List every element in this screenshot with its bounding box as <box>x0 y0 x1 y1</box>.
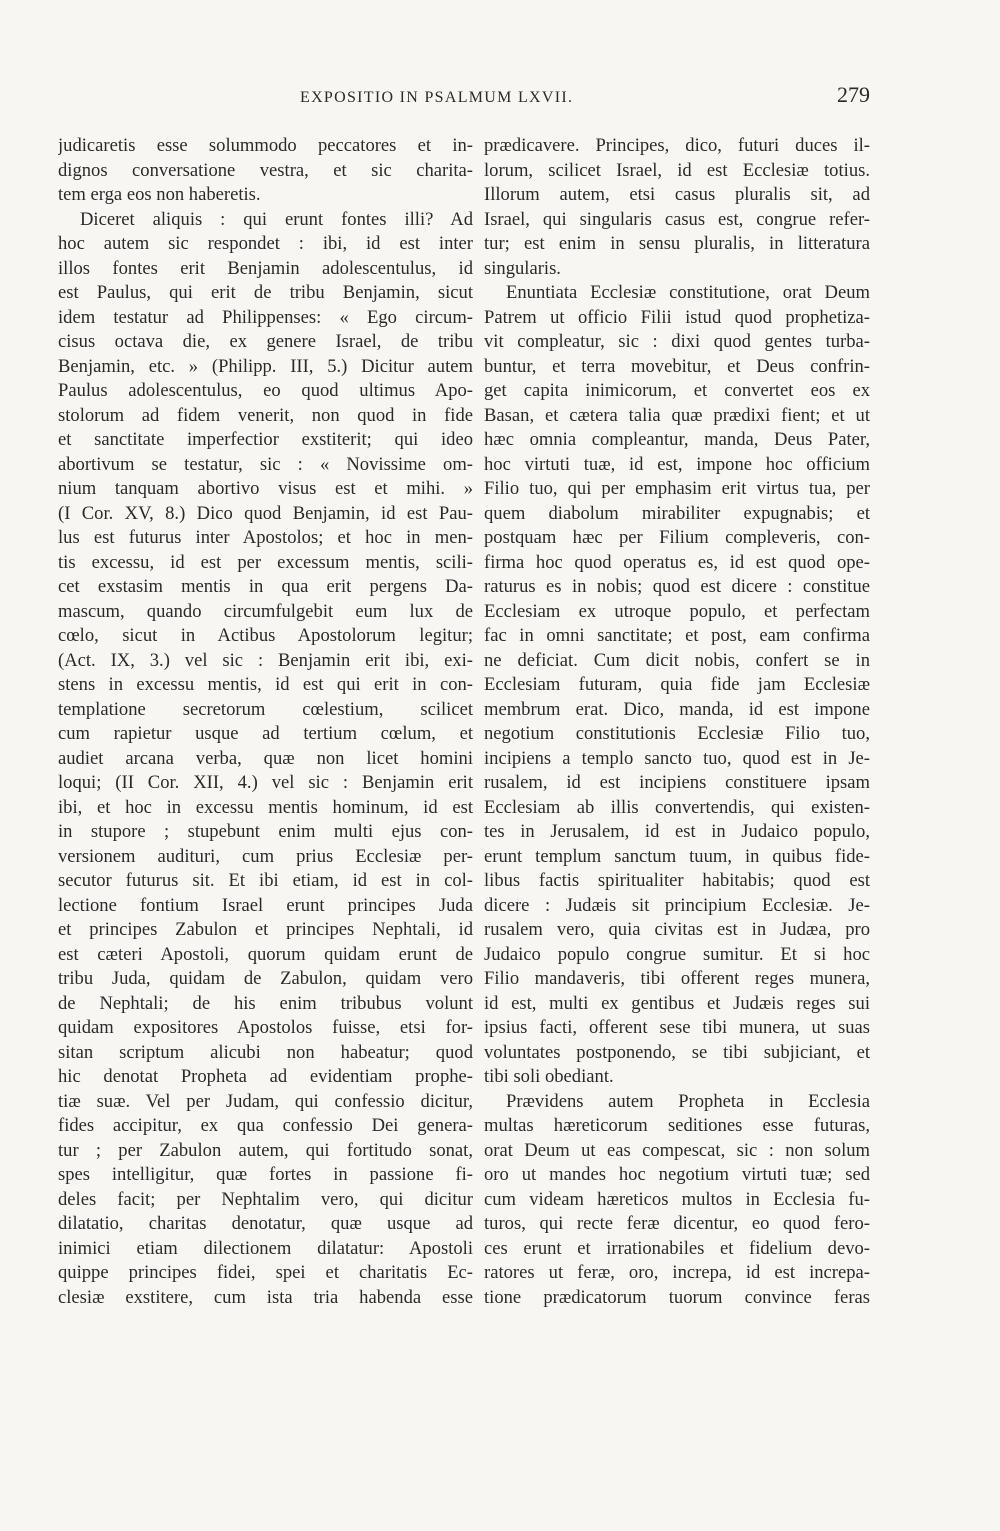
text-line: lectione fontium Israel erunt principes Juda <box>58 894 473 916</box>
text-line: (Act. IX, 3.) vel sic : Benjamin erit ibi, exi- <box>58 649 473 671</box>
text-line: tur; est enim in sensu pluralis, in litteratura <box>484 233 870 254</box>
text-line: fides accipitur, ex qua confessio Dei genera- <box>58 1115 473 1136</box>
text-line: Paulus adolescentulus, eo quod ultimus Apo- <box>58 380 473 401</box>
text-line: et principes Zabulon et principes Nephtali, id <box>58 919 473 940</box>
text-line: voluntates postponendo, se tibi subjiciant, et <box>484 1041 870 1063</box>
text-line: tes in Jerusalem, id est in Judaico populo, <box>484 821 870 842</box>
text-line: cum rapietur usque ad tertium cœlum, et <box>58 723 473 744</box>
text-line: illos fontes erit Benjamin adolescentulus, id <box>58 257 473 279</box>
text-line: Ecclesiam ab illis convertendis, qui existen- <box>484 796 870 818</box>
text-line: tiæ suæ. Vel per Judam, qui confessio dicitur, <box>58 1090 473 1112</box>
text-line: Basan, et cætera talia quæ prædixi fient; et ut <box>484 404 870 426</box>
text-line: singularis. <box>484 257 561 279</box>
text-line: tis excessu, id est per excessum mentis, scili- <box>58 551 473 573</box>
text-line: secutor futurus sit. Et ibi etiam, id est in col- <box>58 870 473 891</box>
text-line: spes intelligitur, quæ fortes in passione fi- <box>58 1164 473 1185</box>
text-line: deles facit; per Nephtalim vero, qui dicitur <box>58 1188 473 1210</box>
text-line: stens in excessu mentis, id est qui erit in con- <box>58 674 473 695</box>
text-line: nium tanquam abortivo visus est et mihi. » <box>58 478 473 499</box>
text-line: inimici etiam dilectionem dilatatur: Apostoli <box>58 1237 473 1259</box>
text-line: dicere : Judæis sit principium Ecclesiæ. Je- <box>484 894 870 916</box>
text-line: idem testatur ad Philippenses: « Ego circum- <box>58 306 473 328</box>
text-line: oro ut mandes hoc negotium virtuti tuæ; sed <box>484 1164 870 1185</box>
text-line: Patrem ut officio Filii istud quod prophetiza- <box>484 306 870 328</box>
text-line: Filio tuo, qui per emphasim erit virtus tua, per <box>484 478 870 499</box>
text-line: est cæteri Apostoli, quorum quidam erunt de <box>58 943 473 965</box>
text-line: ratores ut feræ, oro, increpa, id est increpa- <box>484 1262 870 1283</box>
text-line: dignos conversatione vestra, et sic charita- <box>58 159 473 181</box>
text-line: lorum, scilicet Israel, id est Ecclesiæ totius. <box>484 159 870 181</box>
text-line: tur ; per Zabulon autem, qui fortitudo sonat, <box>58 1139 473 1161</box>
text-line: versionem audituri, cum prius Ecclesiæ per- <box>58 845 473 867</box>
text-line: hoc autem sic respondet : ibi, id est inter <box>58 233 473 254</box>
text-line: Diceret aliquis : qui erunt fontes illi? Ad <box>80 208 473 230</box>
text-line: tione prædicatorum tuorum convince feras <box>484 1286 870 1308</box>
text-line: firma hoc quod operatus es, id est quod ope- <box>484 551 870 573</box>
text-line: fac in omni sanctitate; et post, eam confirma <box>484 625 870 646</box>
right-text-column <box>484 134 870 1310</box>
text-line: orat Deum ut eas compescat, sic : non solum <box>484 1139 870 1161</box>
text-line: et sanctitate imperfectior exstiterit; qui ideo <box>58 429 473 450</box>
text-line: in stupore ; stupebunt enim multi ejus con- <box>58 821 473 842</box>
page-header <box>300 82 870 108</box>
text-line: Ecclesiam futuram, quia fide jam Ecclesiæ <box>484 674 870 695</box>
text-line: vit compleatur, sic : dixi quod gentes turba- <box>484 331 870 352</box>
text-line: erunt templum sanctum tuum, in quibus fide- <box>484 845 870 867</box>
text-line: cœlo, sicut in Actibus Apostolorum legitur; <box>58 625 473 646</box>
text-line: cum videam hæreticos multos in Ecclesia fu- <box>484 1188 870 1210</box>
text-line: hoc virtuti tuæ, id est, impone hoc officium <box>484 453 870 475</box>
text-line: clesiæ exstitere, cum ista tria habenda esse <box>58 1286 473 1308</box>
text-line: templatione secretorum cœlestium, scilicet <box>58 698 473 720</box>
text-line: ces erunt et irrationabiles et fidelium devo- <box>484 1237 870 1259</box>
text-line: loqui; (II Cor. XII, 4.) vel sic : Benjamin erit <box>58 772 473 793</box>
left-text-column <box>58 134 473 1310</box>
text-line: buntur, et terra movebitur, et Deus confrin- <box>484 355 870 377</box>
text-line: Filio mandaveris, tibi offerent reges munera, <box>484 968 870 989</box>
text-line: lus est futurus inter Apostolos; et hoc in men- <box>58 527 473 548</box>
text-line: negotium constitutionis Ecclesiæ Filio tuo, <box>484 723 870 744</box>
text-line: dilatatio, charitas denotatur, quæ usque ad <box>58 1213 473 1234</box>
text-line: get capita inimicorum, et convertet eos ex <box>484 380 870 401</box>
text-line: tibi soli obediant. <box>484 1066 614 1087</box>
text-line: Ecclesiam ex utroque populo, et perfectam <box>484 600 870 622</box>
text-line: postquam hæc per Filium compleveris, con- <box>484 527 870 548</box>
text-line: audiet arcana verba, quæ non licet homini <box>58 747 473 769</box>
text-line: Israel, qui singularis casus est, congrue refer- <box>484 208 870 230</box>
text-line: ipsius facti, offerent sese tibi munera, ut suas <box>484 1017 870 1038</box>
text-line: raturus es in nobis; quod est dicere : constitue <box>484 576 870 597</box>
text-line: ibi, et hoc in excessu mentis hominum, id est <box>58 796 473 818</box>
text-line: Enuntiata Ecclesiæ constitutione, orat Deum <box>506 282 870 303</box>
text-line: prædicavere. Principes, dico, futuri duces il- <box>484 135 870 156</box>
text-line: rusalem vero, quia civitas est in Judæa, pro <box>484 919 870 940</box>
page-number: 279 <box>837 82 870 107</box>
text-line: quem diabolum mirabiliter expugnabis; et <box>484 502 870 524</box>
text-line: libus factis spiritualiter habitabis; quod est <box>484 870 870 891</box>
text-line: id est, multi ex gentibus et Judæis reges sui <box>484 992 870 1014</box>
text-line: est Paulus, qui erit de tribu Benjamin, sicut <box>58 282 473 303</box>
text-line: turos, qui recte feræ dicentur, eo quod fero- <box>484 1213 870 1234</box>
text-line: Benjamin, etc. » (Philipp. III, 5.) Dicitur autem <box>58 355 473 377</box>
text-line: cet exstasim mentis in qua erit pergens Da- <box>58 576 473 597</box>
text-line: tribu Juda, quidam de Zabulon, quidam vero <box>58 968 473 989</box>
text-line: Illorum autem, etsi casus pluralis sit, ad <box>484 184 870 205</box>
text-line: de Nephtali; de his enim tribubus volunt <box>58 992 473 1014</box>
text-line: judicaretis esse solummodo peccatores et in- <box>58 135 473 156</box>
text-line: quippe principes fidei, spei et charitatis Ec- <box>58 1262 473 1283</box>
text-line: multas hæreticorum seditiones esse futuras, <box>484 1115 870 1136</box>
text-line: quidam expositores Apostolos fuisse, etsi for- <box>58 1017 473 1038</box>
text-line: membrum erat. Dico, manda, id est impone <box>484 698 870 720</box>
text-line: ne deficiat. Cum dicit nobis, confert se in <box>484 649 870 671</box>
text-line: rusalem, id est incipiens constituere ipsam <box>484 772 870 793</box>
text-line: stolorum ad fidem venerit, non quod in fide <box>58 404 473 426</box>
text-line: Judaico populo congrue sumitur. Et si hoc <box>484 943 870 965</box>
text-line: hic denotat Propheta ad evidentiam prophe- <box>58 1066 473 1087</box>
text-line: (I Cor. XV, 8.) Dico quod Benjamin, id est Pau- <box>58 502 473 524</box>
text-line: sitan scriptum alicubi non habeatur; quod <box>58 1041 473 1063</box>
text-line: tem erga eos non haberetis. <box>58 184 261 205</box>
text-line: incipiens a templo sancto tuo, quod est in Je- <box>484 747 870 769</box>
text-line: abortivum se testatur, sic : « Novissime om- <box>58 453 473 475</box>
text-line: Prævidens autem Propheta in Ecclesia <box>506 1090 870 1112</box>
text-line: hæc omnia compleantur, manda, Deus Pater, <box>484 429 870 450</box>
text-line: mascum, quando circumfulgebit eum lux de <box>58 600 473 622</box>
text-line: cisus octava die, ex genere Israel, de tribu <box>58 331 473 352</box>
running-title: EXPOSITIO IN PSALMUM LXVII. <box>300 89 574 106</box>
